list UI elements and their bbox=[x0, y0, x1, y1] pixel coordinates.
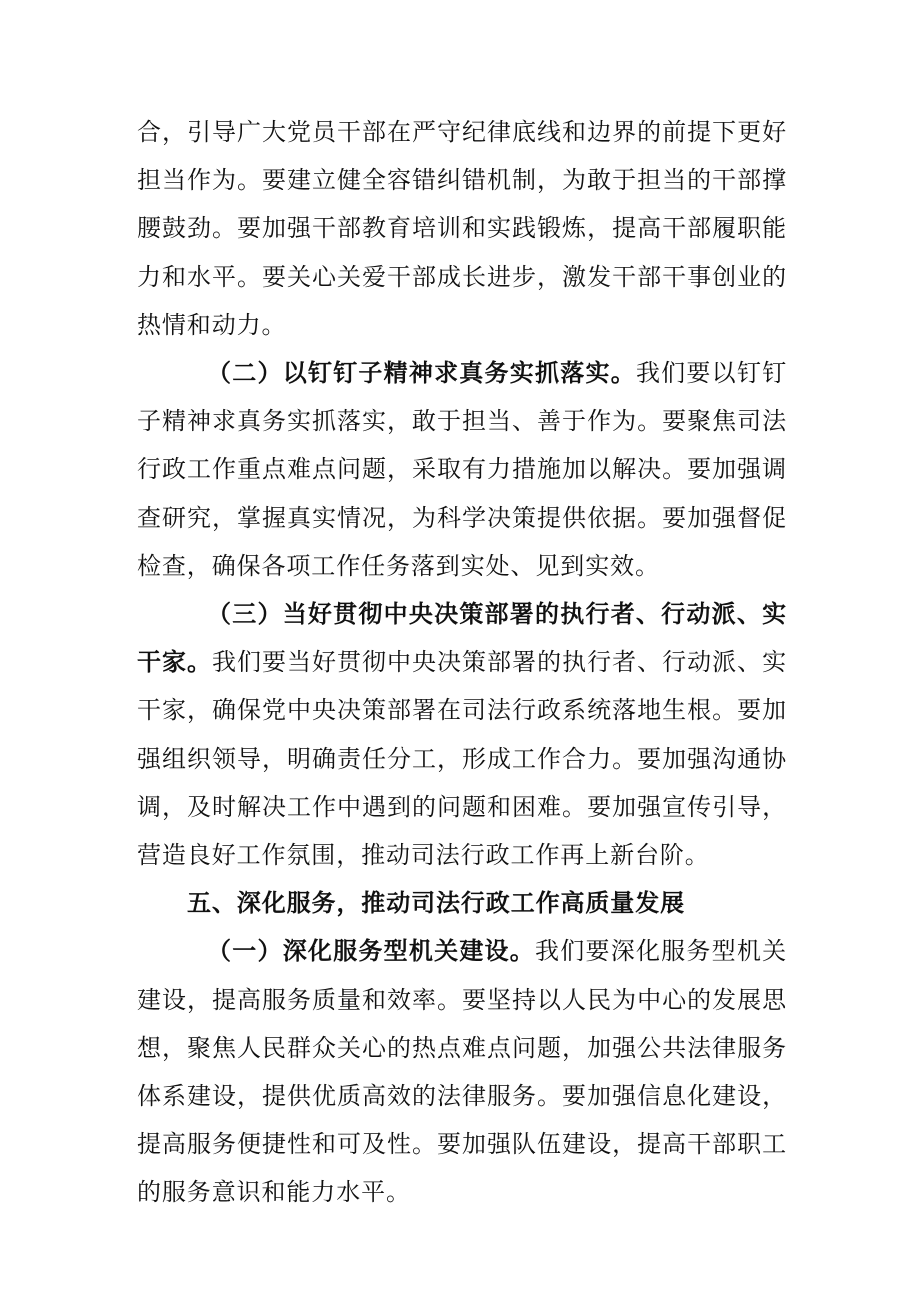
paragraph-text: 合，引导广大党员干部在严守纪律底线和边界的前提下更好担当作为。要建立健全容错纠错机制，为敢于担当的干部撑腰鼓劲。要加强干部教育培训和实践锻炼，提高干部履职能力和水平。要关心关爱干部成长进步，激发干部干事创业的热情和动力。 bbox=[137, 118, 787, 339]
section-heading-5 bbox=[137, 879, 787, 927]
paragraph-continuation bbox=[137, 108, 787, 349]
subsection-heading: （二）以钉钉子精神求真务实抓落实。 bbox=[207, 359, 636, 388]
paragraph-subsection-3 bbox=[137, 590, 787, 879]
section-heading-text: 五、深化服务，推动司法行政工作高质量发展 bbox=[187, 889, 685, 918]
subsection-heading: （一）深化服务型机关建设。 bbox=[207, 937, 536, 966]
paragraph-subsection-2 bbox=[137, 349, 787, 590]
paragraph-text: 我们要以钉钉子精神求真务实抓落实，敢于担当、善于作为。要聚焦司法行政工作重点难点问题，采取有力措施加以解决。要加强调查研究，掌握真实情况，为科学决策提供依据。要加强督促检查，确保各项工作任务落到实处、见到实效。 bbox=[137, 359, 787, 580]
subsection-heading: （三）当好贯彻中央决策部署的执行者、行动派、实干家。 bbox=[137, 600, 787, 677]
paragraph-text: 我们要当好贯彻中央决策部署的执行者、行动派、实干家，确保党中央决策部署在司法行政系统落地生根。要加强组织领导，明确责任分工，形成工作合力。要加强沟通协调，及时解决工作中遇到的问题和困难。要加强宣传引导，营造良好工作氛围，推动司法行政工作再上新台阶。 bbox=[137, 648, 787, 870]
paragraph-subsection-1 bbox=[137, 927, 787, 1216]
paragraph-text: 我们要深化服务型机关建设，提高服务质量和效率。要坚持以人民为中心的发展思想，聚焦人民群众关心的热点难点问题，加强公共法律服务体系建设，提供优质高效的法律服务。要加强信息化建设，提高服务便捷性和可及性。要加强队伍建设，提高干部职工的服务意识和能力水平。 bbox=[137, 937, 788, 1207]
document-body bbox=[137, 108, 787, 1217]
